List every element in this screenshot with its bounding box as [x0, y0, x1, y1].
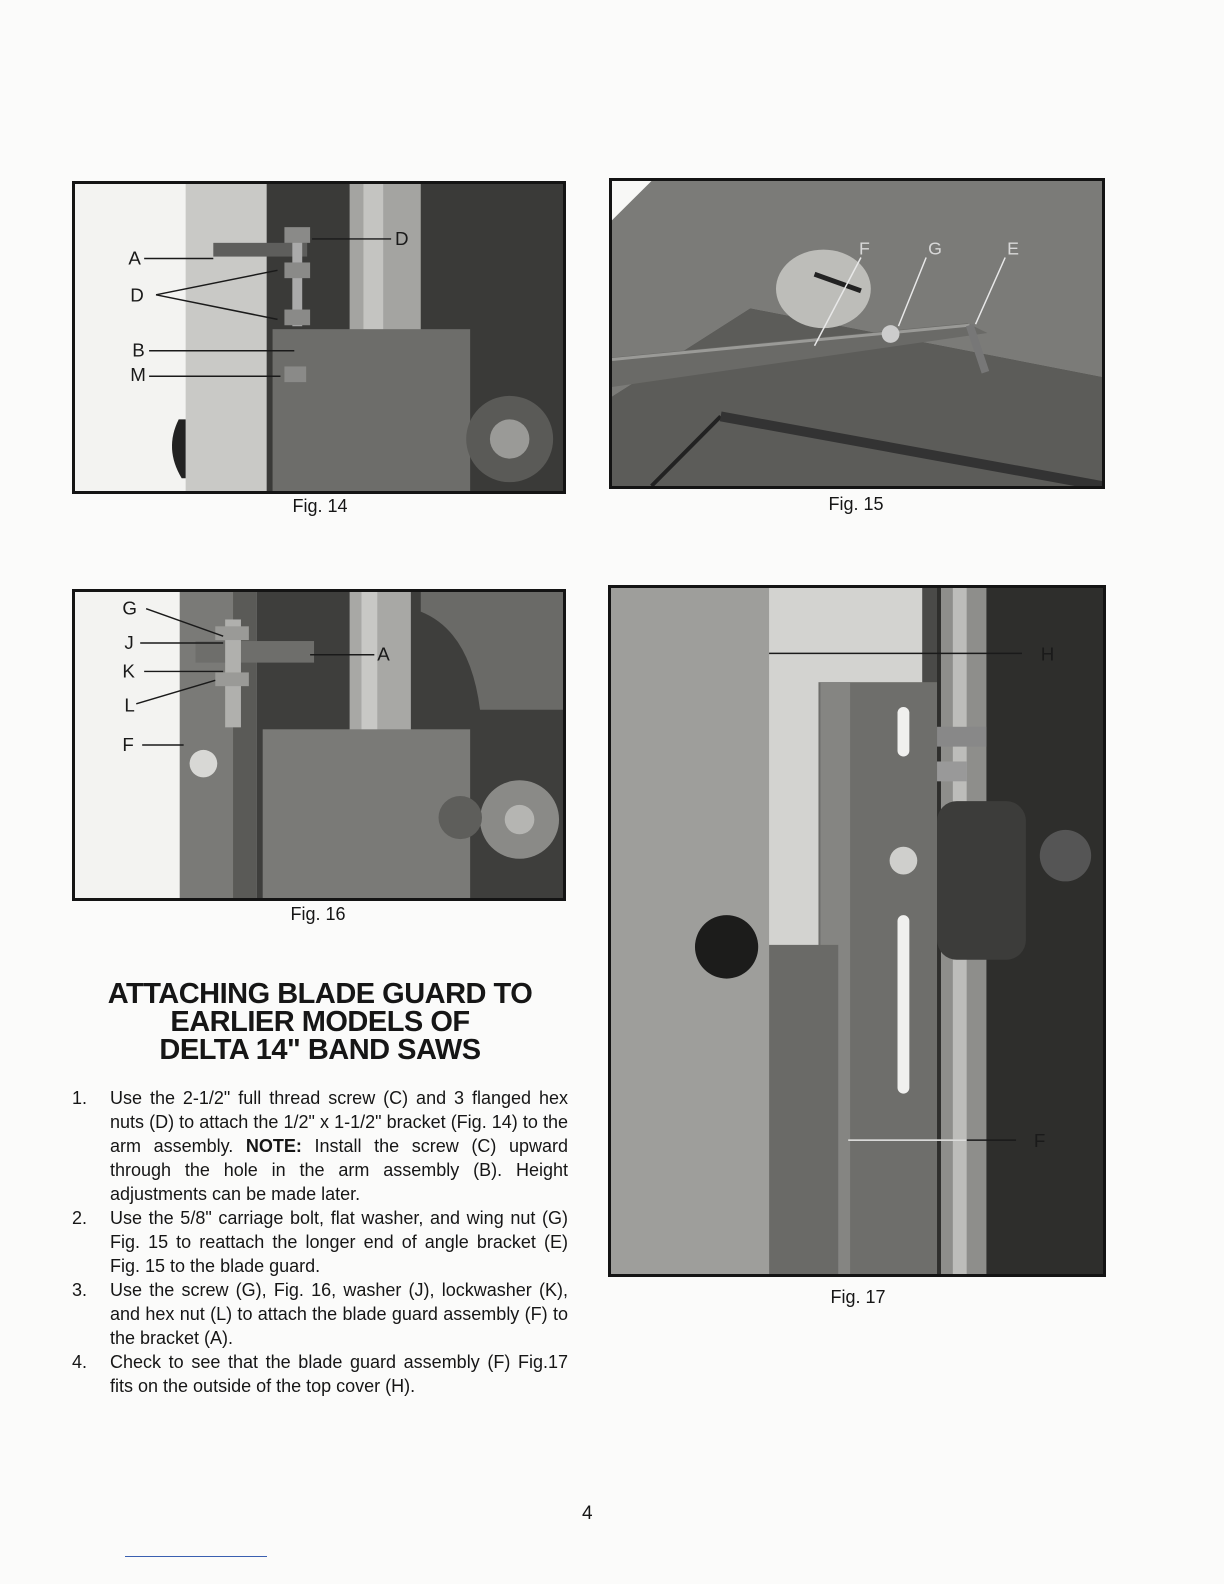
fig16-label-g: G: [122, 597, 138, 619]
fig16-label-a: A: [377, 643, 390, 665]
step-number: 2.: [72, 1208, 88, 1228]
fig16-label-l: L: [124, 694, 135, 716]
step-number: 4.: [72, 1352, 88, 1372]
fig17-label-f: F: [1033, 1130, 1046, 1152]
step-text: Use the 2-1/2" full thread screw (C) and 3 flanged hex nuts (D) to attach the 1/2" x 1-1/2" bracket (Fig. 14) to the arm assembly.: [110, 1088, 568, 1156]
heading-line-2: EARLIER MODELS OF: [170, 1006, 470, 1038]
step-number: 1.: [72, 1088, 88, 1108]
fig14-label-b: B: [132, 339, 145, 361]
note-label: NOTE:: [245, 1136, 302, 1156]
figure-17-caption: Fig. 17: [830, 1287, 886, 1307]
figure-15-caption: Fig. 15: [828, 494, 884, 514]
heading-line-1: ATTACHING BLADE GUARD TO: [107, 978, 533, 1010]
fig15-label-g: G: [928, 238, 942, 259]
fig15-label-e: E: [1007, 238, 1020, 259]
figure-14-caption: Fig. 14: [292, 496, 348, 516]
figure-16-photo: [72, 589, 566, 901]
page-number: 4: [582, 1503, 593, 1524]
figure-17-photo: [608, 585, 1106, 1277]
figure-14-photo: [72, 181, 566, 494]
fig16-label-k: K: [122, 660, 135, 682]
footer-rule: [125, 1556, 267, 1557]
instruction-step: [72, 1086, 568, 1206]
step-number: 3.: [72, 1280, 88, 1300]
heading-line-3: DELTA 14" BAND SAWS: [159, 1034, 481, 1066]
fig14-label-d-top: D: [395, 227, 409, 249]
fig16-label-f: F: [122, 733, 134, 755]
step-text: Check to see that the blade guard assembly (F) Fig.17 fits on the outside of the top cover (H).: [110, 1352, 568, 1396]
fig16-label-j: J: [124, 631, 134, 653]
fig15-label-f: F: [858, 238, 870, 259]
instruction-step: [72, 1350, 568, 1398]
section-heading: [70, 980, 570, 1064]
figure-16-caption: Fig. 16: [290, 904, 346, 924]
instruction-step: [72, 1206, 568, 1278]
fig17-label-h: H: [1040, 643, 1055, 665]
step-text: Use the screw (G), Fig. 16, washer (J), lockwasher (K), and hex nut (L) to attach the blade guard assembly (F) to the bracket (A).: [110, 1280, 568, 1348]
step-text-cont: Install the screw (C) upward through the hole in the arm assembly (B). Height adjustments can be made later.: [110, 1136, 568, 1204]
fig14-label-m: M: [130, 364, 146, 386]
fig14-label-d: D: [130, 284, 144, 306]
instruction-step: [72, 1278, 568, 1350]
fig14-label-a: A: [128, 247, 141, 269]
instruction-list: [72, 1086, 568, 1398]
step-text: Use the 5/8" carriage bolt, flat washer, and wing nut (G) Fig. 15 to reattach the longer end of angle bracket (E) Fig. 15 to the blade guard.: [110, 1208, 568, 1276]
figure-15-photo: [609, 178, 1105, 489]
